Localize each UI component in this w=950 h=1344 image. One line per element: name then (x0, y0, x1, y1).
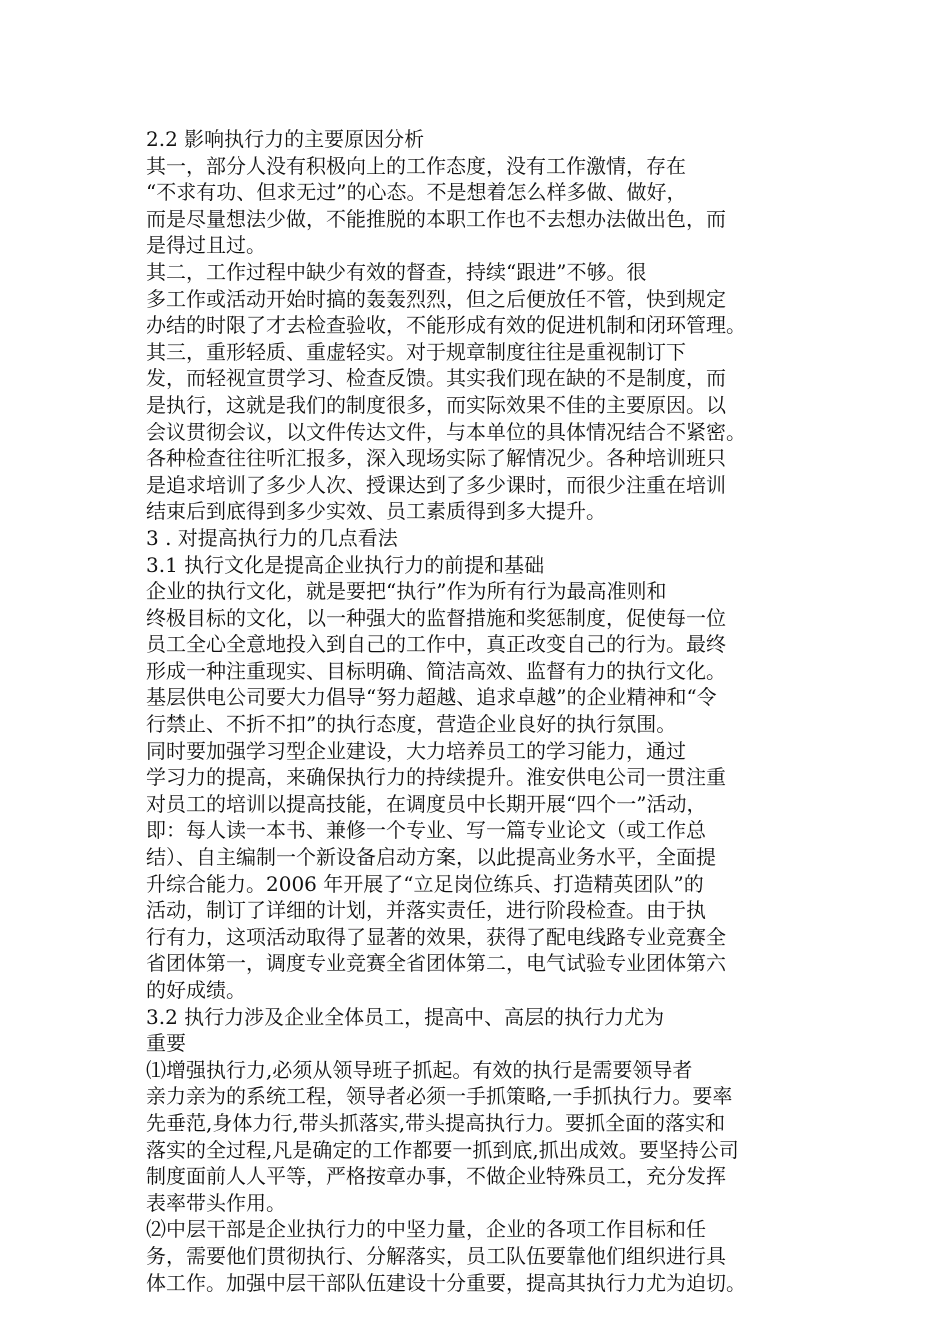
text-line: 其三，重形轻质、重虚轻实。对于规章制度往往是重视制订下 (146, 339, 686, 364)
text-line: 办结的时限了才去检查验收，不能形成有效的促进机制和闭环管理。 (146, 313, 746, 338)
text-line: 终极目标的文化，以一种强大的监督措施和奖惩制度，促使每一位 (146, 605, 726, 630)
text-line: 对员工的培训以提高技能，在调度员中长期开展“四个一”活动， (146, 791, 707, 816)
text-line: 活动，制订了详细的计划，并落实责任，进行阶段检查。由于执 (146, 898, 706, 923)
text-line: 重要 (146, 1031, 186, 1056)
text-line: 3.1 执行文化是提高企业执行力的前提和基础 (146, 552, 545, 577)
text-line: 基层供电公司要大力倡导“努力超越、追求卓越”的企业精神和“令 (146, 685, 717, 710)
text-line: 员工全心全意地投入到自己的工作中，真正改变自己的行为。最终 (146, 632, 726, 657)
text-line: 务，需要他们贯彻执行、分解落实，员工队伍要靠他们组织进行具 (146, 1243, 726, 1268)
text-line: 表率带头作用。 (146, 1190, 286, 1215)
text-line: 形成一种注重现实、目标明确、简洁高效、监督有力的执行文化。 (146, 658, 726, 683)
text-line: 升综合能力。2006 年开展了“立足岗位练兵、打造精英团队”的 (146, 871, 704, 896)
text-line: 结束后到底得到多少实效、员工素质得到多大提升。 (146, 499, 606, 524)
text-line: 3 . 对提高执行力的几点看法 (146, 525, 398, 550)
text-line: 即：每人读一本书、兼修一个专业、写一篇专业论文（或工作总 (146, 818, 706, 843)
text-line: 行有力，这项活动取得了显著的效果，获得了配电线路专业竞赛全 (146, 924, 726, 949)
text-line: 企业的执行文化，就是要把“执行”作为所有行为最高准则和 (146, 579, 667, 604)
text-line: 体工作。加强中层干部队伍建设十分重要，提高其执行力尤为迫切。 (146, 1270, 746, 1295)
text-line: 而是尽量想法少做，不能推脱的本职工作也不去想办法做出色，而 (146, 206, 726, 231)
text-line: 会议贯彻会议，以文件传达文件，与本单位的具体情况结合不紧密。 (146, 419, 746, 444)
text-line: 先垂范,身体力行,带头抓落实,带头提高执行力。要抓全面的落实和 (146, 1110, 726, 1135)
text-line: 结）、自主编制一个新设备启动方案，以此提高业务水平，全面提 (146, 845, 716, 870)
text-line: 2.2 影响执行力的主要原因分析 (146, 127, 425, 151)
text-line: 制度面前人人平等，严格按章办事，不做企业特殊员工，充分发挥 (146, 1164, 726, 1189)
document-body (146, 126, 826, 1296)
text-line: 行禁止、不折不扣”的执行态度，营造企业良好的执行氛围。 (146, 712, 677, 737)
text-line: 是执行，这就是我们的制度很多，而实际效果不佳的主要原因。以 (146, 392, 726, 417)
text-line: 3.2 执行力涉及企业全体员工，提高中、高层的执行力尤为 (146, 1004, 665, 1029)
text-line: 其二，工作过程中缺少有效的督查，持续“跟进”不够。很 (146, 259, 647, 284)
text-line: 发，而轻视宣贯学习、检查反馈。其实我们现在缺的不是制度，而 (146, 366, 726, 391)
text-line: 是得过且过。 (146, 233, 266, 258)
text-line: 同时要加强学习型企业建设，大力培养员工的学习能力，通过 (146, 738, 686, 763)
text-line: “不求有功、但求无过”的心态。不是想着怎么样多做、做好， (146, 180, 687, 205)
text-line: 落实的全过程,凡是确定的工作都要一抓到底,抓出成效。要坚持公司 (146, 1137, 739, 1162)
text-line: ⑵中层干部是企业执行力的中坚力量，企业的各项工作目标和任 (146, 1217, 706, 1242)
text-line: 其一，部分人没有积极向上的工作态度，没有工作激情，存在 (146, 153, 686, 178)
text-line: 多工作或活动开始时搞的轰轰烈烈，但之后便放任不管，快到规定 (146, 286, 726, 311)
text-line: 省团体第一，调度专业竞赛全省团体第二，电气试验专业团体第六 (146, 951, 726, 976)
text-line: 的好成绩。 (146, 978, 246, 1002)
text-line: ⑴增强执行力,必须从领导班子抓起。有效的执行是需要领导者 (146, 1057, 693, 1082)
text-line: 亲力亲为的系统工程，领导者必须一手抓策略,一手抓执行力。要率 (146, 1084, 733, 1109)
text-line: 学习力的提高，来确保执行力的持续提升。淮安供电公司一贯注重 (146, 765, 726, 790)
text-line: 是追求培训了多少人次、授课达到了多少课时，而很少注重在培训 (146, 472, 726, 497)
text-line: 各种检查往往听汇报多，深入现场实际了解情况少。各种培训班只 (146, 446, 726, 471)
